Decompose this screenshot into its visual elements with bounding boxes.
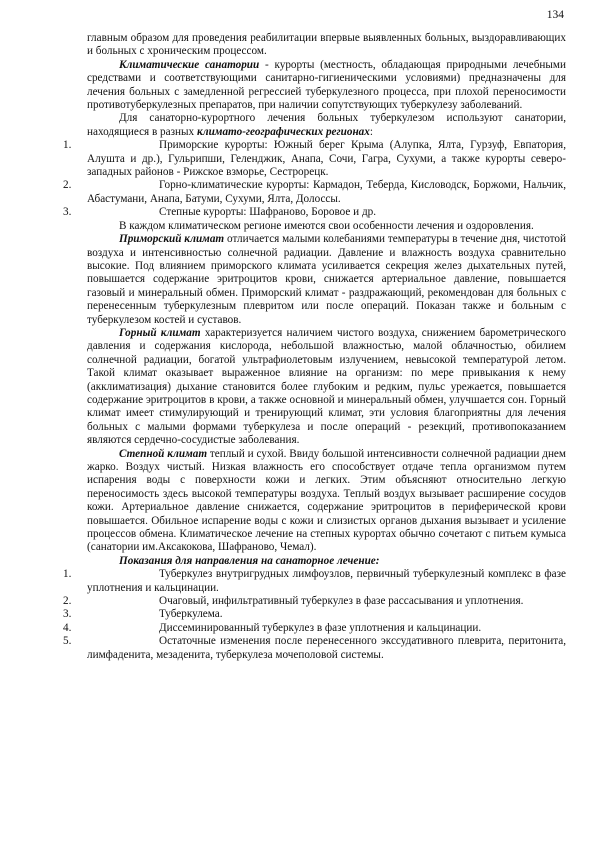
list-item-indication-5 bbox=[63, 635, 566, 662]
paragraph-tail: : bbox=[369, 125, 373, 138]
list-number: 1. bbox=[63, 568, 72, 581]
indications-heading-text: Показания для направления на санаторное лечение: bbox=[119, 554, 380, 567]
list-text: Туберкулема. bbox=[159, 608, 223, 621]
list-item-region-2 bbox=[63, 179, 566, 206]
paragraph-region-features: В каждом климатическом регионе имеются свои особенности лечения и оздоровления. bbox=[119, 219, 534, 232]
list-item-region-1 bbox=[63, 139, 566, 179]
paragraph-climatic-sanatoria bbox=[87, 59, 566, 113]
term-climatic-regions: климато-географических регионах bbox=[196, 125, 370, 138]
paragraph-text: Для санаторно-курортного лечения больных туберкулезом используют санатории, находящиеся в разных bbox=[87, 112, 566, 138]
list-text: Степные курорты: Шафраново, Боровое и др. bbox=[159, 206, 377, 219]
list-text: Очаговый, инфильтративный туберкулез в фазе рассасывания и уплотнения. bbox=[159, 595, 524, 608]
list-item-region-3 bbox=[63, 206, 566, 219]
paragraph-regions-intro bbox=[87, 112, 566, 139]
paragraph-steppe-climate bbox=[87, 448, 566, 555]
list-text: Туберкулез внутригрудных лимфоузлов, первичный туберкулезный комплекс в фазе уплотнения и кальцинации. bbox=[87, 568, 566, 594]
paragraph-continuation: главным образом для проведения реабилитации впервые выявленных больных, выздоравливающих и больных с хроническим процессом. bbox=[87, 32, 566, 58]
paragraph-text: - курорты (местность, обладающая природными лечебными средствами и соответствующими санитарно-гигиеническими условиями) предназначены для лечения больных с замедленной регрессией туберкулезного процесса, при плохой переносимости противотуберкулезных препаратов, при наличии сопутствующих туберкулезу заболеваний. bbox=[87, 58, 566, 112]
list-text: Остаточные изменения после перенесенного экссудативного плеврита, перитонита, лимфаденита, мезаденита, туберкулеза мочеполовой системы. bbox=[87, 635, 566, 661]
paragraph-mountain-climate bbox=[87, 327, 566, 448]
list-item-indication-1 bbox=[63, 568, 566, 595]
list-text: Горно-климатические курорты: Кармадон, Теберда, Кисловодск, Боржоми, Нальчик, Абастумани, Анапа, Батуми, Сухуми, Ялта, Долоссы. bbox=[87, 179, 566, 205]
list-item-indication-4 bbox=[63, 621, 566, 635]
list-number: 2. bbox=[63, 595, 72, 608]
list-number: 4. bbox=[63, 621, 72, 634]
list-number: 1. bbox=[63, 139, 72, 152]
list-number: 5. bbox=[63, 635, 72, 648]
indications-heading bbox=[87, 555, 566, 568]
paragraph-text: теплый и сухой. Ввиду большой интенсивности солнечной радиации днем жарко. Воздух чистый. Низкая влажность его способствует отдаче тепла организмом путем испарения воды с поверхности кожи и легких. Этим объясняют относительно легкую переносимость здесь высокой температуры воздуха. Теплый воздух вызывает расширение сосудов кожи. Артериальное давление снижается, содержание эритроцитов в периферической крови повышается. Обильное испарение воды с кожи и слизистых органов дыхания вызывает и усиление процессов обмена. Климатическое лечение на степных курортах обычно сочетают с питьем кумыса (санатории им.Аксакокова, Шафраново, Чемал). bbox=[87, 447, 566, 554]
list-item-indication-3 bbox=[63, 608, 566, 621]
term-steppe-climate: Степной климат bbox=[119, 447, 208, 460]
term-seaside-climate: Приморский климат bbox=[119, 233, 225, 246]
term-mountain-climate: Горный климат bbox=[119, 326, 201, 339]
page-body bbox=[63, 32, 566, 662]
list-text: Приморские курорты: Южный берег Крыма (Алупка, Ялта, Гурзуф, Евпатория, Алушта и др.), Гульрипши, Геленджик, Анапа, Сочи, Гагра, Сухуми, а также курорты северо-западных районов - Рижское взморье, Сестрорецк. bbox=[87, 139, 566, 179]
list-item-indication-2 bbox=[63, 595, 566, 608]
list-number: 2. bbox=[63, 179, 72, 192]
list-number: 3. bbox=[63, 608, 72, 621]
term-climatic-sanatoria: Климатические санатории bbox=[119, 58, 260, 71]
paragraph-text: отличается малыми колебаниями температуры в течение дня, чистотой воздуха и интенсивностью солнечной радиации. Давление и влажность воздуха сравнительно высокие. Под влиянием приморского климата усиливается секреция желез дыхательных путей, повышается содержание эритроцитов крови, снижается артериальное давление, повышается газовый и минеральный обмен. Приморский климат - раздражающий, рекомендован для больных с перенесенным туберкулезным плевритом или после операций. Показан также и больным с туберкулезом костей и суставов. bbox=[87, 233, 566, 326]
list-text: Диссеминированный туберкулез в фазе уплотнения и кальцинации. bbox=[159, 621, 482, 634]
page-number: 134 bbox=[546, 9, 564, 21]
paragraph-text: характеризуется наличием чистого воздуха, снижением барометрического давления и содержания кислорода, небольшой влажностью, малой облачностью, обилием солнечной радиации, богатой ультрафиолетовым излучением, невысокой температурой летом. Такой климат оказывает выраженное влияние на организм: по мере привыкания к нему (акклиматизация) дыхание становится более глубоким и редким, пульс урежается, повышается содержание эритроцитов в крови, а также основной и минеральный обмен, улучшается сон. Горный климат имеет стимулирующий и тренирующий климат, эти условия благоприятны для лечения больных с малыми формами туберкулеза и после операций - резекций, противопоказанием являются сердечно-сосудистые заболевания. bbox=[87, 326, 566, 447]
list-number: 3. bbox=[63, 206, 72, 219]
paragraph-seaside-climate bbox=[87, 233, 566, 327]
